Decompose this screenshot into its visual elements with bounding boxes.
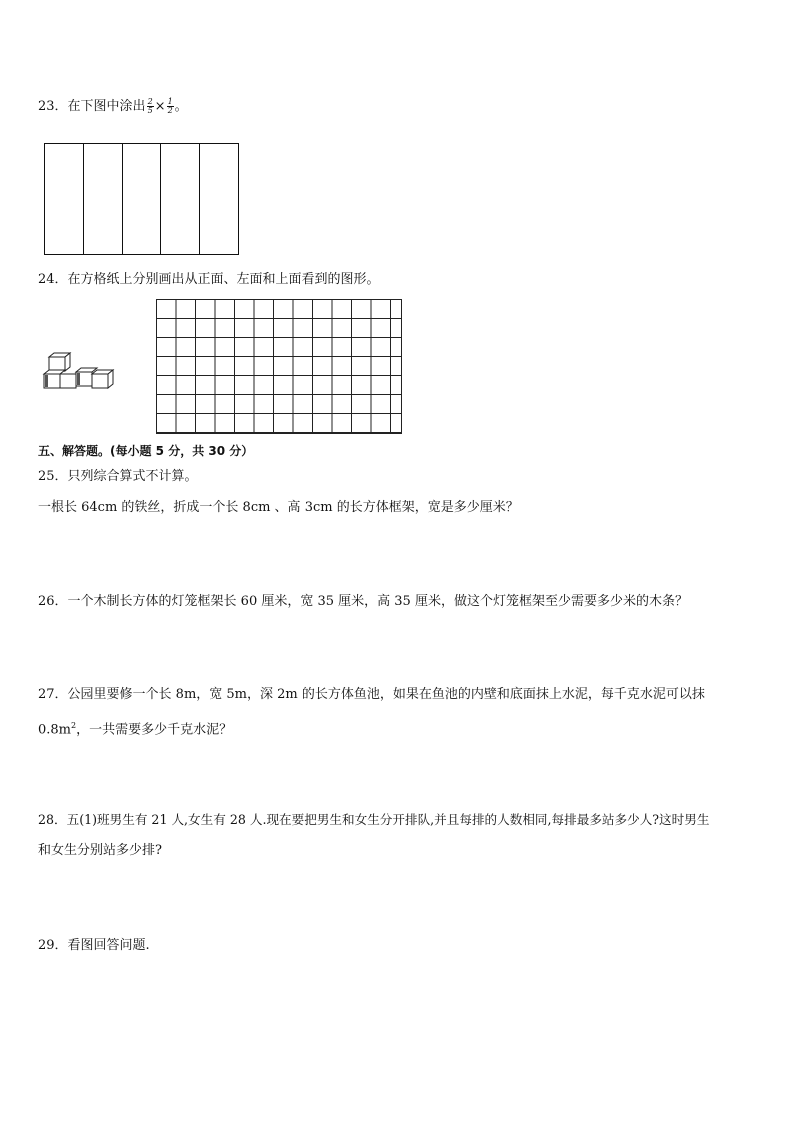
q23-end: 。 <box>174 99 188 114</box>
rectangle-part[interactable] <box>161 144 200 254</box>
fraction-rectangle <box>44 143 239 255</box>
frac1-denominator: 5 <box>147 106 153 115</box>
question-25-instruction: 25．只列综合算式不计算。 <box>38 469 198 484</box>
q23-text: 在下图中涂出 <box>67 99 146 114</box>
rectangle-part[interactable] <box>123 144 162 254</box>
rectangle-part[interactable] <box>45 144 84 254</box>
question-27-line1: 27．公园里要修一个长 8m，宽 5m，深 2m 的长方体鱼池，如果在鱼池的内壁和底面抹上水泥，每千克水泥可以抹 <box>38 687 705 702</box>
q27-question: ，一共需要多少千克水泥？ <box>76 722 233 738</box>
frac2-numerator: 1 <box>167 97 173 106</box>
question-27-line2 <box>38 717 232 739</box>
q23-number: 23． <box>38 99 68 114</box>
times-sign: × <box>154 99 166 114</box>
question-29: 29．看图回答问题. <box>38 938 150 953</box>
fraction-one-half <box>167 98 174 115</box>
frac1-numerator: 2 <box>147 97 153 106</box>
area-value: 0.8m <box>38 722 72 738</box>
question-23 <box>38 98 188 116</box>
rectangle-part[interactable] <box>84 144 123 254</box>
question-25-text: 一根长 64cm 的铁丝，折成一个长 8cm 、高 3cm 的长方体框架，宽是多少厘米？ <box>38 500 519 515</box>
question-24: 24．在方格纸上分别画出从正面、左面和上面看到的图形。 <box>38 272 380 287</box>
cube-stack-figure <box>42 350 118 392</box>
question-26: 26．一个木制长方体的灯笼框架长 60 厘米，宽 35 厘米，高 35 厘米，做这个灯笼框架至少需要多少米的木条？ <box>38 594 688 609</box>
rectangle-part[interactable] <box>200 144 238 254</box>
question-28-line2: 和女生分别站多少排? <box>38 843 162 858</box>
answer-grid-paper[interactable] <box>156 299 402 434</box>
question-28-line1: 28．五(1)班男生有 21 人,女生有 28 人.现在要把男生和女生分开排队,并且每排的人数相同,每排最多站多少人?这时男生 <box>38 812 710 827</box>
frac2-denominator: 2 <box>167 106 173 115</box>
area-exponent: 2 <box>71 721 77 730</box>
fraction-two-fifths <box>147 98 154 115</box>
section-5-title: 五、解答题。(每小题 5 分，共 30 分） <box>38 444 254 458</box>
